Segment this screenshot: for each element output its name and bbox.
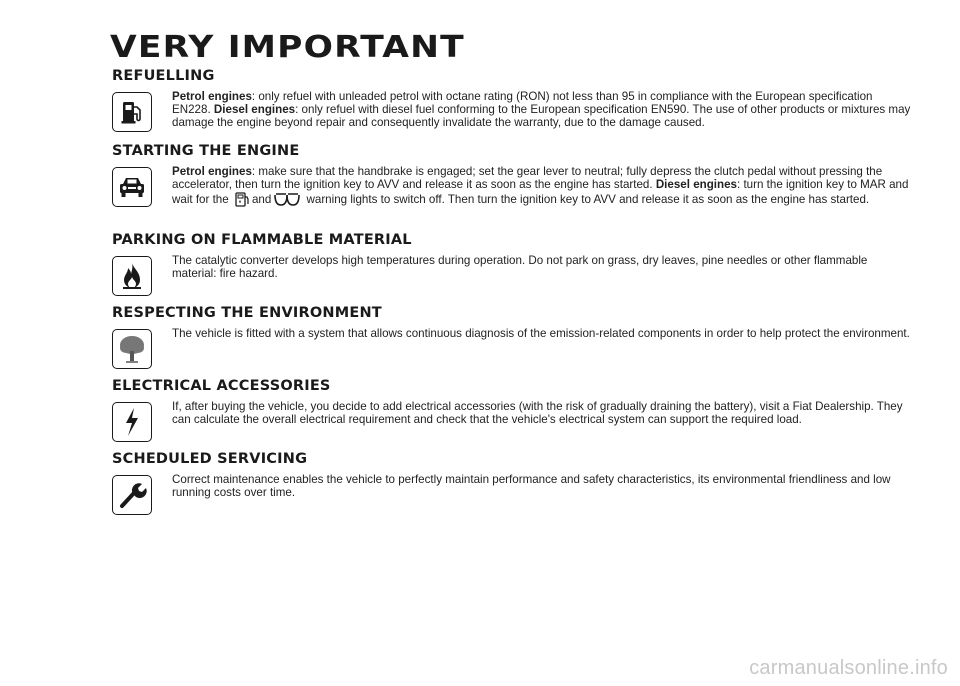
- section-body-servicing: Correct maintenance enables the vehicle to perfectly maintain performance and safety characteristics, its environmental friendliness and low running costs over time.: [172, 473, 891, 500]
- starting-petrol-text: : make sure that the handbrake is engaged; set the gear lever to neutral; fully depress the clutch pedal without pressing the accelerator, then turn the ignition key to AVV and release it as soon as the engine has started.: [172, 165, 883, 192]
- fire-icon: [112, 256, 152, 296]
- section-parking-flammable: [112, 232, 912, 280]
- glow-plug-warning-icon: [273, 193, 301, 210]
- starting-diesel-text: : turn the ignition key to MAR and wait for the: [172, 178, 909, 207]
- petrol-engines-label: Petrol engines: [172, 90, 252, 103]
- section-body-environment: The vehicle is fitted with a system that allows continuous diagnosis of the emission-related components in order to help protect the environment.: [172, 327, 910, 340]
- diesel-engines-label: Diesel engines: [655, 178, 738, 192]
- car-icon: [112, 167, 152, 207]
- section-heading-servicing: SCHEDULED SERVICING: [112, 451, 308, 467]
- starting-diesel-text-end: warning lights to switch off. Then turn the ignition key to AVV and release it as soon as the engine has started.: [303, 193, 870, 207]
- section-heading-environment: RESPECTING THE ENVIRONMENT: [112, 305, 382, 321]
- section-body-electrical: If, after buying the vehicle, you decide to add electrical accessories (with the risk of gradually draining the battery), visit a Fiat Dealership. They can calculate the overall electrical requirement and check that the vehicle's electrical system can support the required load.: [172, 400, 903, 427]
- lightning-icon: [112, 402, 152, 442]
- section-heading-starting-engine: STARTING THE ENGINE: [112, 143, 300, 159]
- section-heading-parking-flammable: PARKING ON FLAMMABLE MATERIAL: [112, 232, 412, 248]
- diesel-engines-label: Diesel engines: [213, 103, 296, 117]
- petrol-engines-label: Petrol engines: [172, 165, 252, 178]
- section-heading-refuelling: REFUELLING: [112, 68, 215, 84]
- refuelling-petrol-text: : only refuel with unleaded petrol with octane rating (RON) not less than 95 in compliance with the European specification EN228.: [172, 90, 873, 117]
- and-text: and: [251, 193, 272, 207]
- refuelling-diesel-text: : only refuel with diesel fuel conforming to the European specification EN590. The use of other products or mixtures may damage the engine beyond repair and consequently invalidate the warranty, due to the damage caused.: [172, 103, 911, 130]
- page-title: VERY IMPORTANT: [110, 30, 465, 65]
- section-body-refuelling: [172, 90, 912, 130]
- section-refuelling: [112, 68, 912, 130]
- section-heading-electrical: ELECTRICAL ACCESSORIES: [112, 378, 331, 394]
- section-electrical: [112, 378, 912, 426]
- section-body-parking-flammable: The catalytic converter develops high temperatures during operation. Do not park on grass, dry leaves, pine needles or other flammable material: fire hazard.: [172, 254, 868, 281]
- section-starting-engine: [112, 143, 912, 211]
- section-servicing: [112, 451, 912, 499]
- watermark: carmanualsonline.info: [749, 657, 948, 679]
- fuel-pump-icon: [112, 92, 152, 132]
- section-environment: [112, 305, 912, 340]
- water-in-fuel-warning-icon: [234, 191, 250, 210]
- tree-icon: [112, 329, 152, 369]
- wrench-icon: [112, 475, 152, 515]
- section-body-starting-engine: [172, 165, 912, 211]
